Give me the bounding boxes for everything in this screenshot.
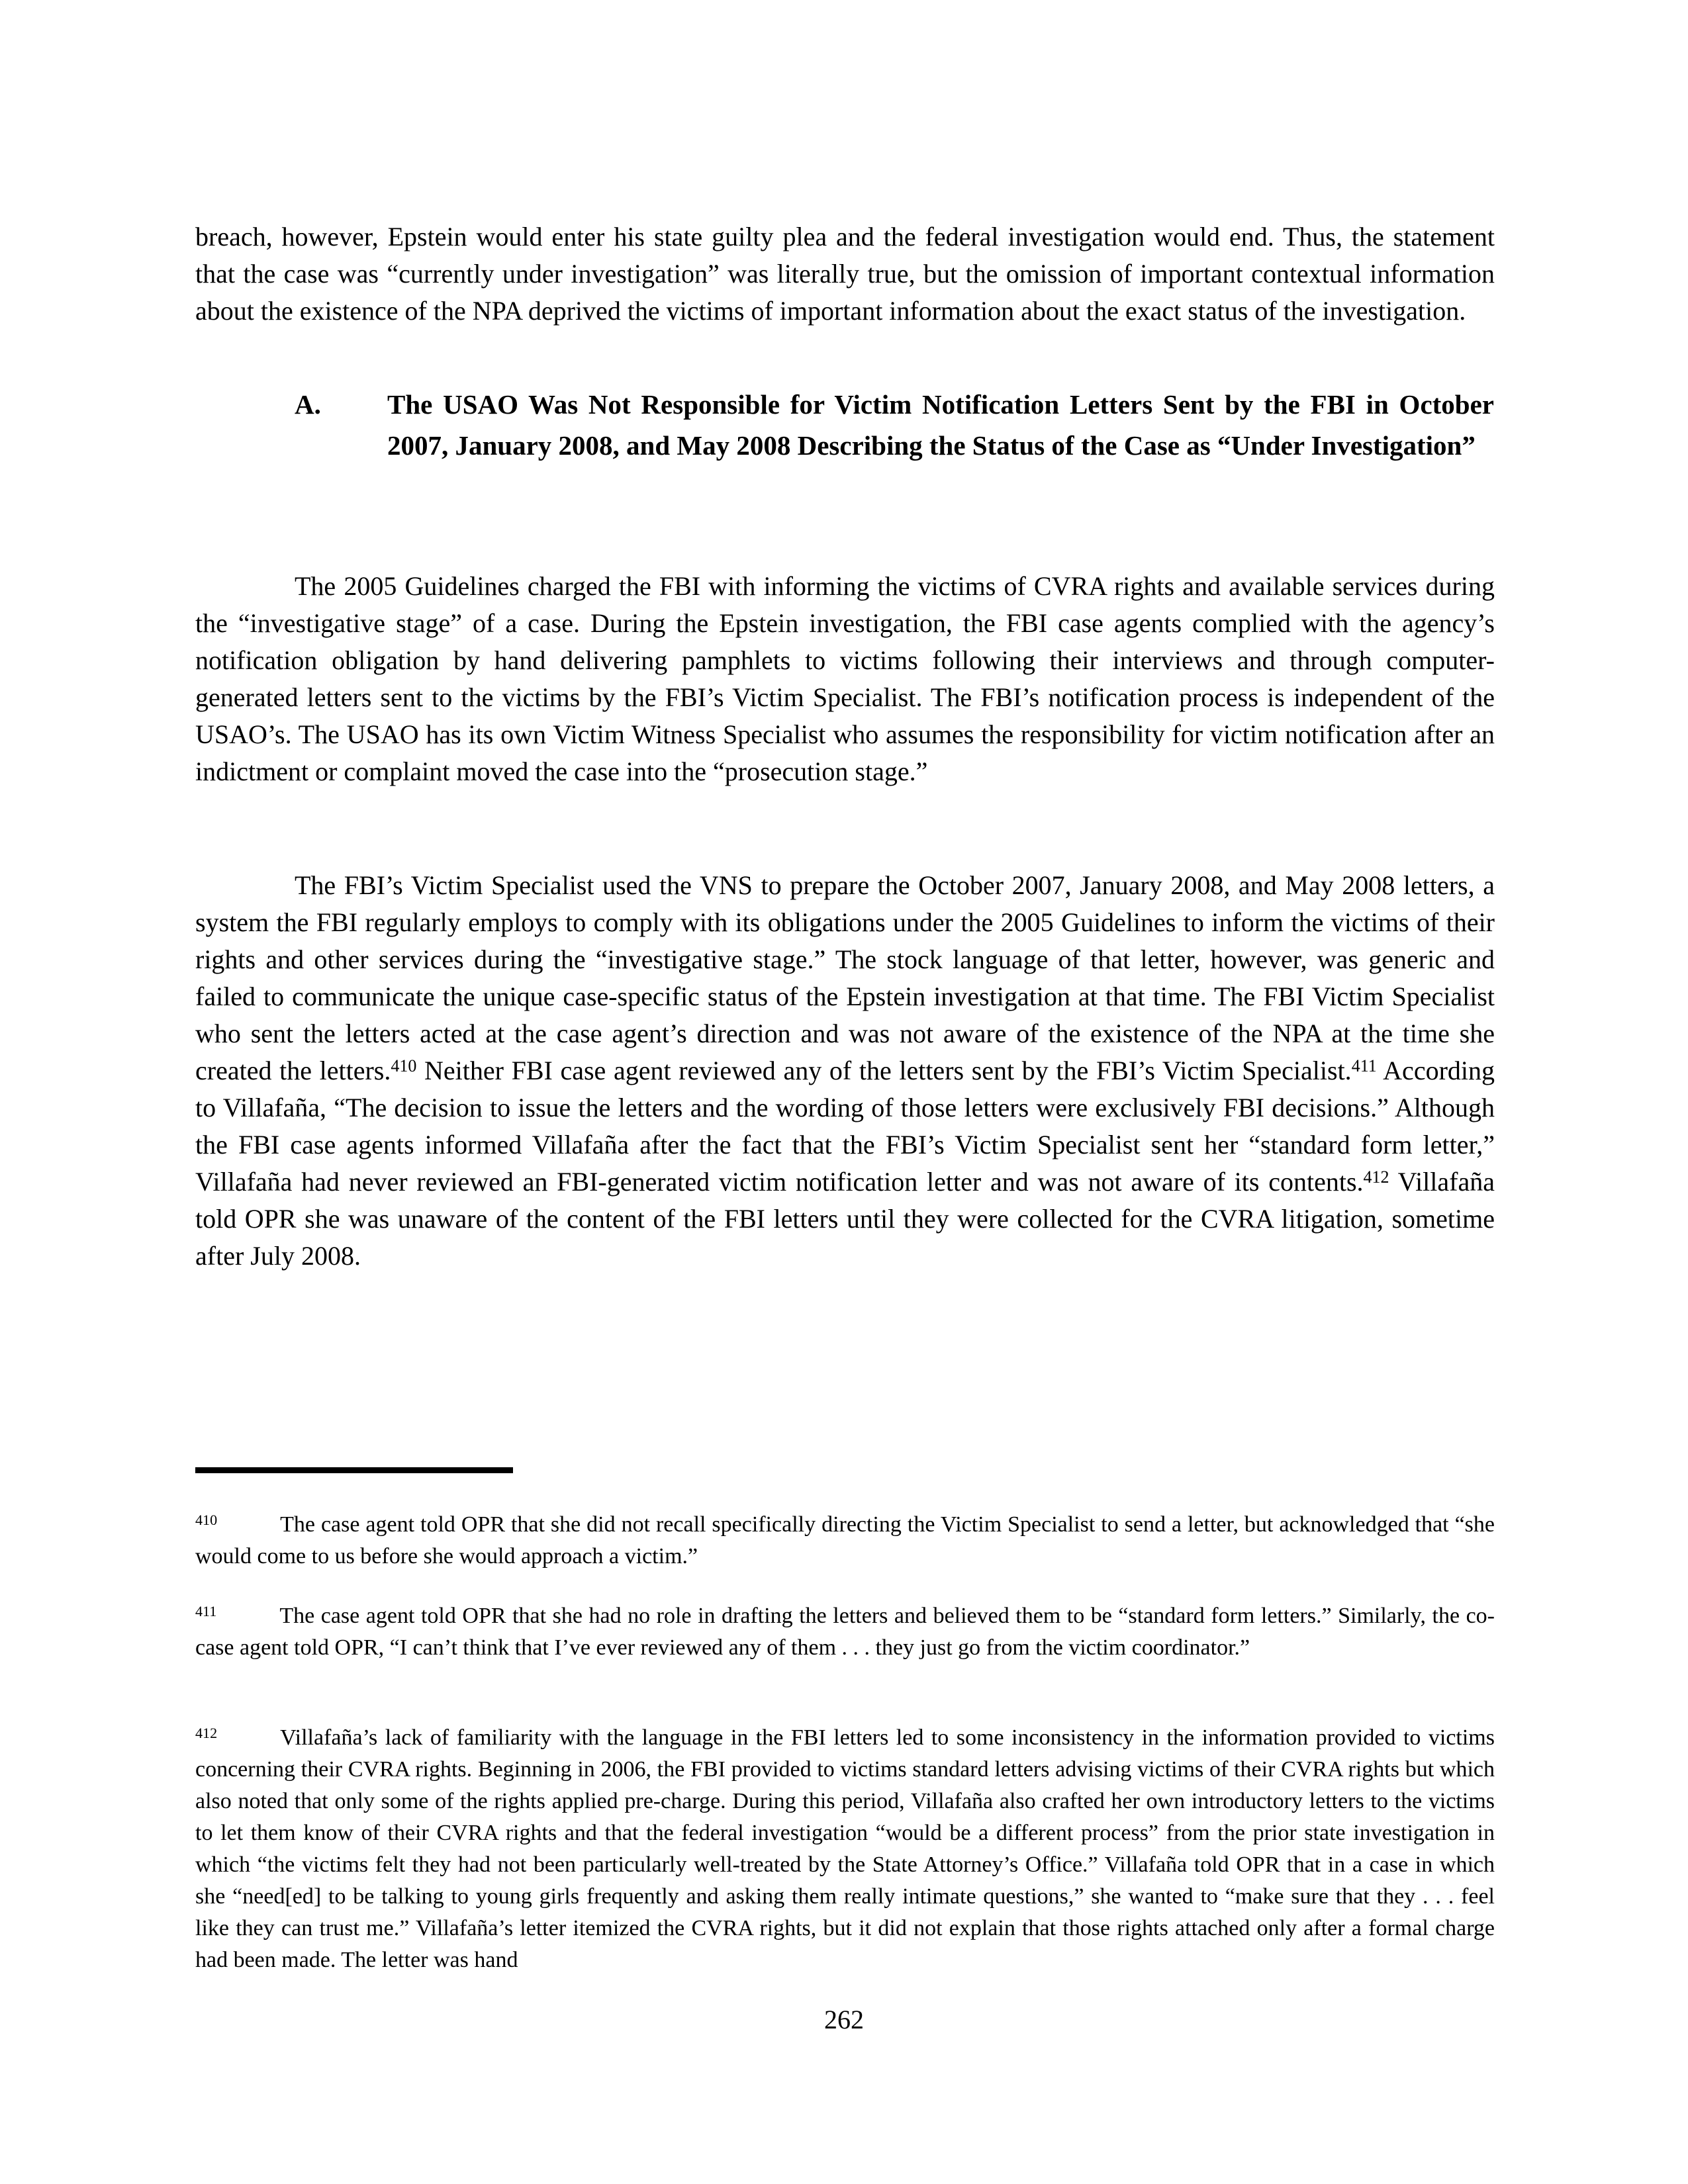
footnote-ref-412: 412	[1363, 1167, 1389, 1187]
footnote-410-number: 410	[195, 1512, 218, 1529]
footnote-410-text: The case agent told OPR that she did not recall specifically directing the Victim Specialist to send a letter, but acknowledged that “she would come to us before she would approach a victim.”	[195, 1512, 1495, 1569]
footnote-411-number: 411	[195, 1603, 217, 1620]
page-number: 262	[824, 2005, 864, 2034]
paragraph-fbi-notification: The 2005 Guidelines charged the FBI with informing the victims of CVRA rights and available services during the “investigative stage” of a case. During the Epstein investigation, the FBI case agents complied with the agency’s notification obligation by hand delivering pamphlets to victims following their interviews and through computer-generated letters sent to the victims by the FBI’s Victim Specialist. The FBI’s notification process is independent of the USAO’s. The USAO has its own Victim Witness Specialist who assumes the responsibility for victim notification after an indictment or complaint moved the case into the “prosecution stage.”	[195, 571, 1495, 786]
paragraph-3-part-a: The FBI’s Victim Specialist used the VNS to prepare the October 2007, January 2008, and May 2008 letters, a system the FBI regularly employs to comply with its obligations under the 2005 Guidelines to inform the victims of their rights and other services during the “investigative stage.” The stock language of that letter, however, was generic and failed to communicate the unique case-specific status of the Epstein investigation at that time. The FBI Victim Specialist who sent the letters acted at the case agent’s direction and was not aware of the existence of the NPA at the time she created the letters.	[195, 870, 1495, 1085]
footnote-ref-410: 410	[391, 1056, 417, 1076]
section-heading-label: A.	[295, 389, 321, 420]
footnote-410	[195, 1509, 1495, 1572]
footnote-separator-rule	[195, 1467, 513, 1473]
section-heading	[295, 384, 1494, 466]
footnote-411-text: The case agent told OPR that she had no role in drafting the letters and believed them to be “standard form letters.” Similarly, the co-case agent told OPR, “I can’t think that I’ve ever reviewed any of them . . . they just go from the victim coordinator.”	[195, 1604, 1495, 1660]
footnote-411	[195, 1600, 1495, 1664]
footnote-412	[195, 1722, 1495, 1976]
footnote-412-text: Villafaña’s lack of familiarity with the language in the FBI letters led to some inconsistency in the information provided to victims concerning their CVRA rights. Beginning in 2006, the FBI provided to victims standard letters advising victims of their CVRA rights but which also noted that only some of the rights applied pre-charge. During this period, Villafaña also crafted her own introductory letters to the victims to let them know of their CVRA rights and that the federal investigation “would be a different process” from the prior state investigation in which “the victims felt they had not been particularly well-treated by the State Attorney’s Office.” Villafaña told OPR that in a case in which she “need[ed] to be talking to young girls frequently and asking them really intimate questions,” she wanted to “make sure that they . . . feel like they can trust me.” Villafaña’s letter itemized the CVRA rights, but it did not explain that those rights attached only after a formal charge had been made. The letter was hand	[195, 1725, 1495, 1972]
paragraph-3-part-d: Villafaña told OPR she was unaware of the content of the FBI letters until they were collected for the CVRA litigation, sometime after July 2008.	[195, 1167, 1495, 1271]
paragraph-intro: breach, however, Epstein would enter his state guilty plea and the federal investigation would end. Thus, the statement that the case was “currently under investigation” was literally true, but the omission of important contextual information about the existence of the NPA deprived the victims of important information about the exact status of the investigation.	[195, 222, 1495, 326]
footnote-ref-411: 411	[1351, 1056, 1377, 1076]
paragraph-vns-letters	[195, 867, 1495, 1275]
section-heading-text: The USAO Was Not Responsible for Victim Notification Letters Sent by the FBI in October 2007, January 2008, and May 2008 Describing the Status of the Case as “Under Investigation”	[387, 389, 1494, 461]
footnote-412-number: 412	[195, 1725, 218, 1742]
paragraph-3-part-b: Neither FBI case agent reviewed any of the letters sent by the FBI’s Victim Specialist.	[416, 1056, 1352, 1085]
paragraph-3-part-c: According to Villafaña, “The decision to issue the letters and the wording of those letters were exclusively FBI decisions.” Although the FBI case agents informed Villafaña after the fact that the FBI’s Victim Specialist sent her “standard form letter,” Villafaña had never reviewed an FBI-generated victim notification letter and was not aware of its contents.	[195, 1056, 1495, 1197]
